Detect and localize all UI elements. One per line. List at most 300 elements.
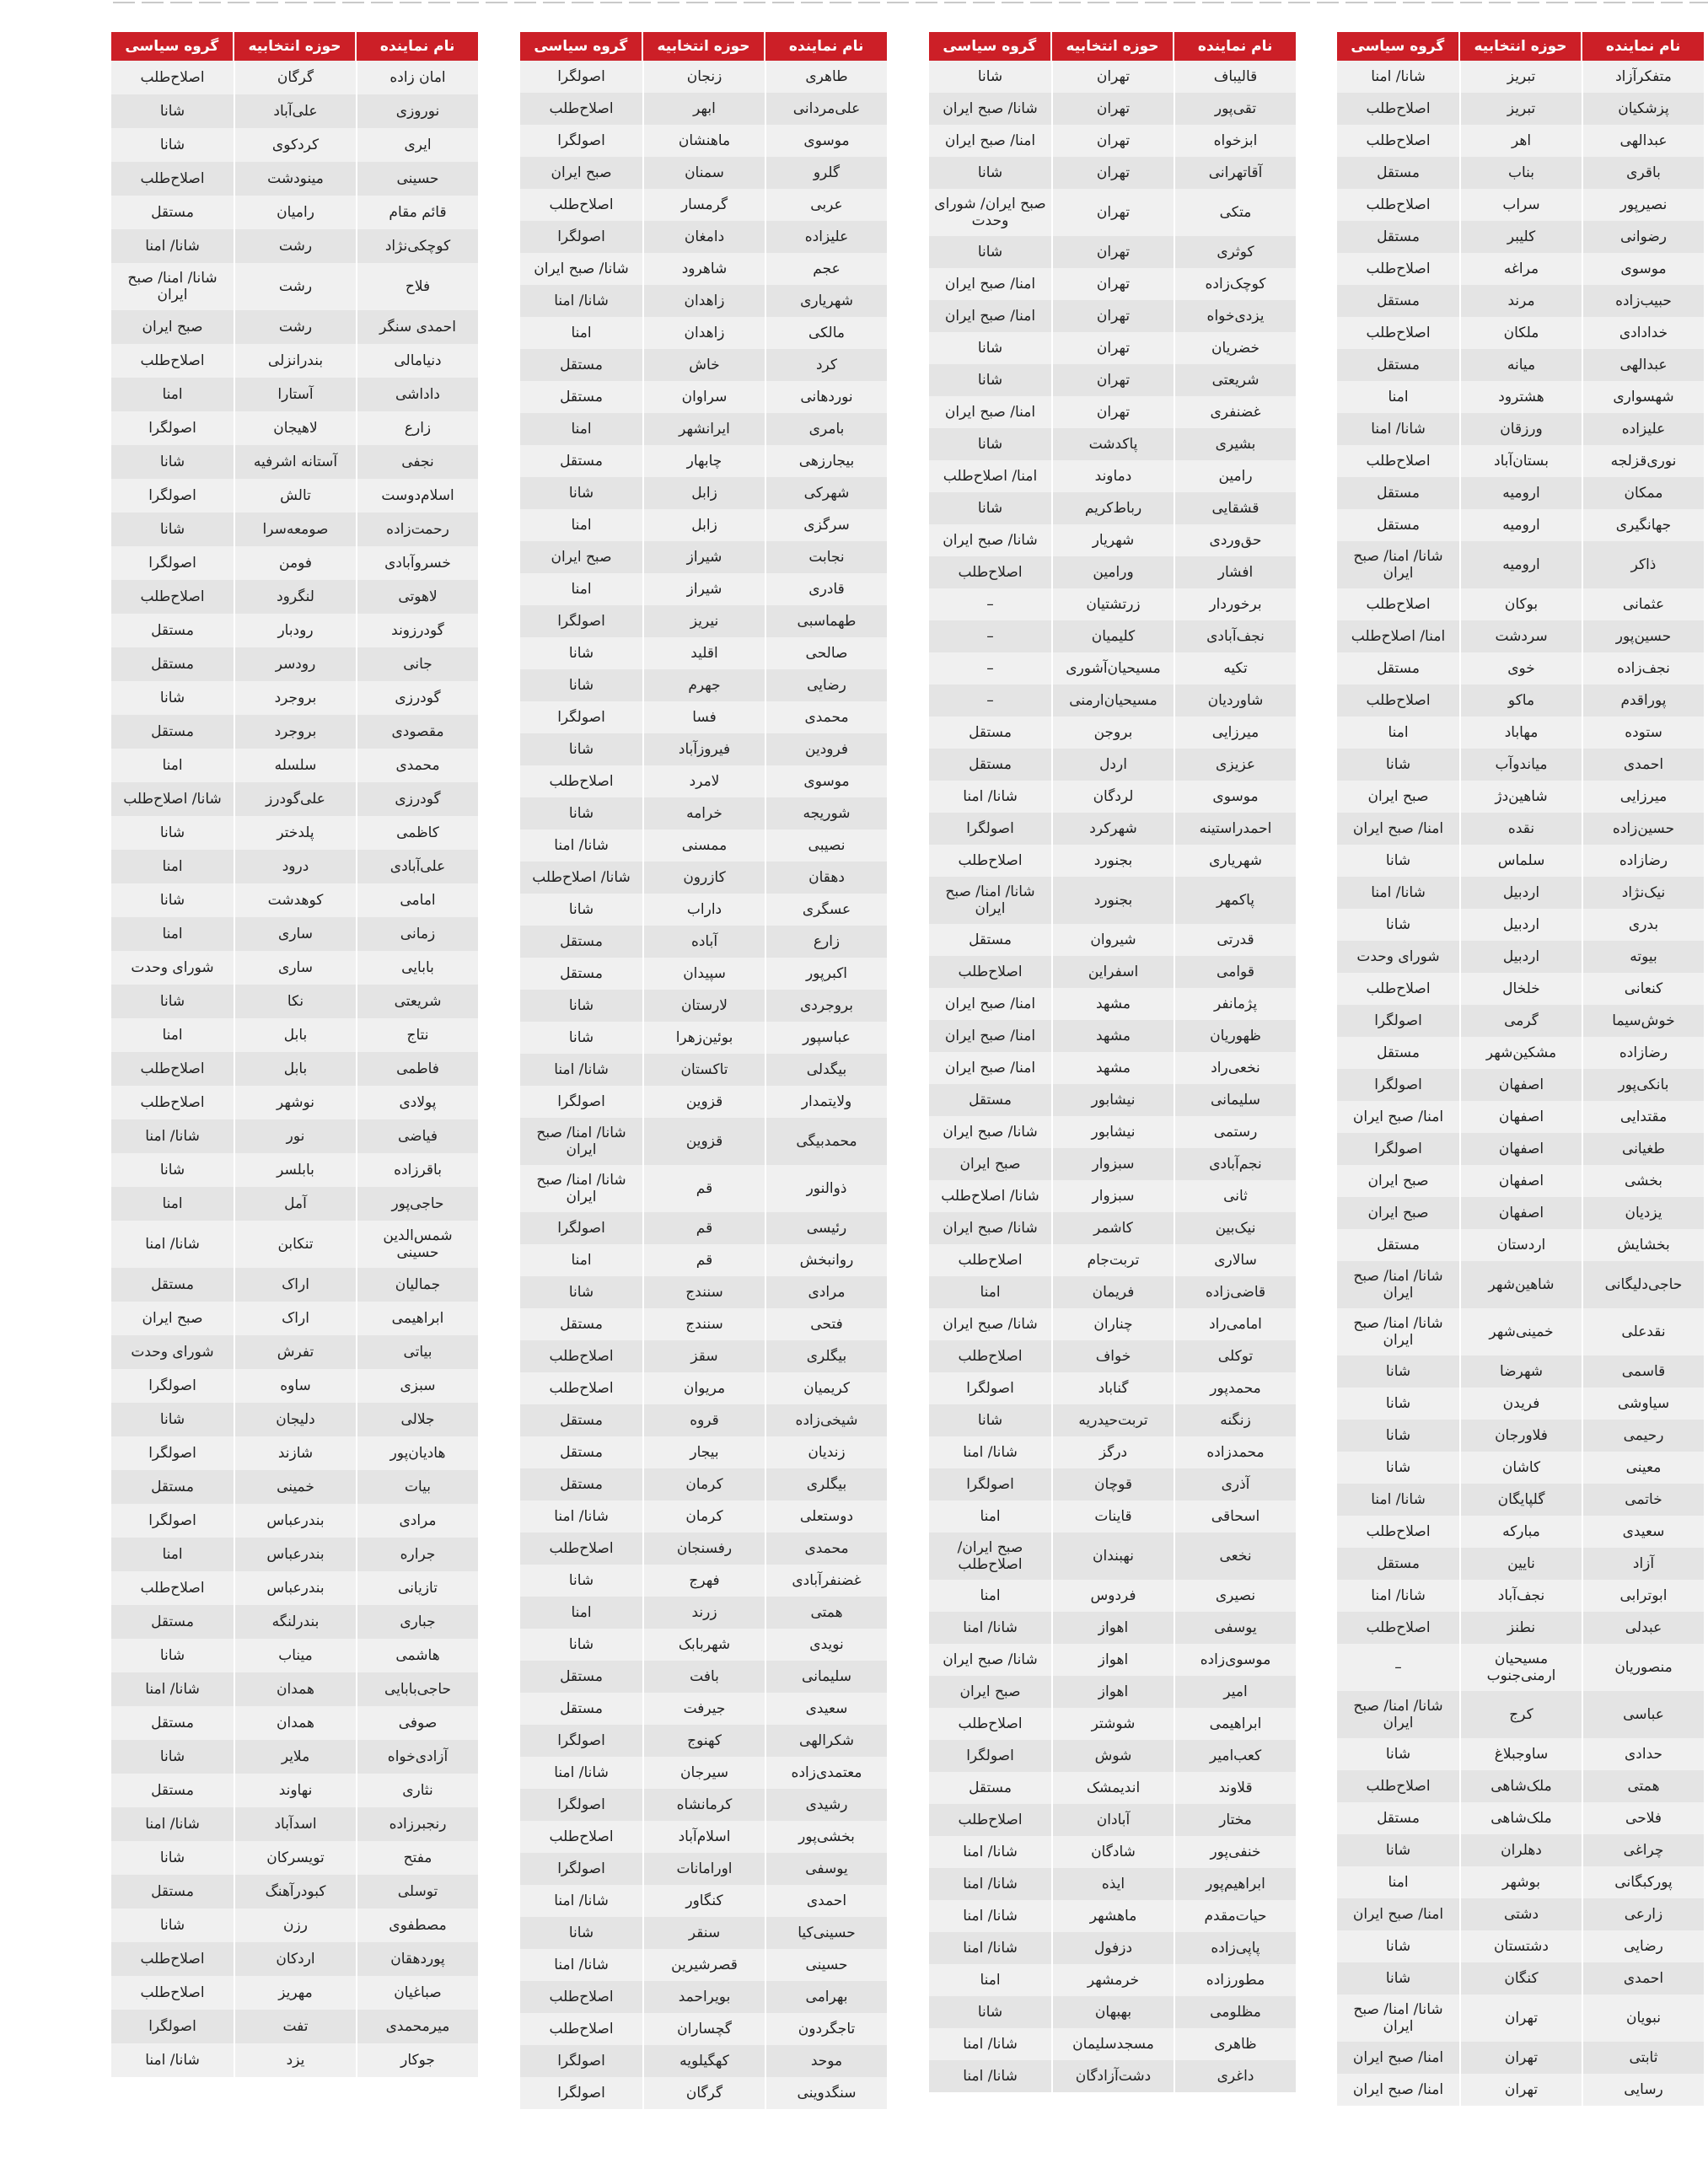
header-district: حوزه انتخابیه <box>642 32 765 61</box>
table-row <box>1337 1484 1704 1516</box>
header-group: گروه سیاسی <box>943 38 1037 55</box>
table-row <box>111 1187 478 1221</box>
representative-name: ابوترابی <box>1582 1580 1704 1612</box>
representative-name: عباسی <box>1582 1691 1704 1738</box>
representative-name: جراره <box>356 1538 478 1571</box>
table-row <box>520 1118 887 1165</box>
electoral-district: سپیدان <box>642 958 765 990</box>
political-group: شانا <box>1337 1738 1459 1770</box>
table-row <box>520 1661 887 1693</box>
electoral-district: فردوس <box>1051 1580 1174 1612</box>
electoral-district: قم <box>642 1244 765 1276</box>
table-row <box>111 94 478 128</box>
political-group: مستقل <box>1337 221 1459 253</box>
electoral-district: تنکابن <box>234 1221 356 1268</box>
electoral-district: میانه <box>1459 349 1582 381</box>
electoral-district: کرمان <box>642 1500 765 1533</box>
political-group: شانا <box>520 1565 642 1597</box>
political-group: اصلاح‌طلب <box>111 580 234 614</box>
representative-name: متکی <box>1174 189 1296 236</box>
representative-name: کوچکی‌نژاد <box>356 229 478 263</box>
representative-name: کاظمی <box>356 816 478 850</box>
political-group: اصلاح‌طلب <box>520 765 642 797</box>
representative-name: طاهری <box>765 61 887 93</box>
political-group: امنا <box>520 509 642 541</box>
electoral-district: نهاوند <box>234 1774 356 1807</box>
representative-name: رسایی <box>1582 2074 1704 2106</box>
political-group: مستقل <box>520 1404 642 1436</box>
representative-name: نجم‌آبادی <box>1174 1148 1296 1180</box>
representative-name: پاکمهر <box>1174 877 1296 924</box>
political-group: شانا/ امنا <box>111 1807 234 1841</box>
representative-name: احمدی <box>765 1885 887 1917</box>
table-row <box>520 1789 887 1821</box>
table-row <box>520 1340 887 1372</box>
table-row <box>520 669 887 701</box>
political-group: اصولگرا <box>520 701 642 733</box>
electoral-district: اقلید <box>642 637 765 669</box>
electoral-district: تهران <box>1051 396 1174 428</box>
representative-name: پورکبگانی <box>1582 1866 1704 1898</box>
electoral-district: اردکان <box>234 1942 356 1976</box>
representative-name: صوفی <box>356 1706 478 1740</box>
electoral-district: صومعه‌سرا <box>234 513 356 546</box>
electoral-district: زرند <box>642 1597 765 1629</box>
electoral-district: تهران <box>1051 364 1174 396</box>
electoral-district: بندرعباس <box>234 1571 356 1605</box>
political-group: صبح ایران <box>111 310 234 344</box>
representative-name: بیوته <box>1582 941 1704 973</box>
representative-name: مقصودی <box>356 715 478 749</box>
electoral-district: سبزوار <box>1051 1148 1174 1180</box>
electoral-district: اهواز <box>1051 1644 1174 1676</box>
political-group: شانا/ امنا <box>929 1836 1051 1868</box>
representative-name: جمالیان <box>356 1268 478 1302</box>
political-group: شانا <box>111 816 234 850</box>
electoral-district: کرمان <box>642 1468 765 1500</box>
political-group: شانا/ امنا/ صبح ایران <box>111 263 234 310</box>
political-group: شانا <box>111 681 234 715</box>
political-group: اصلاح‌طلب <box>520 189 642 221</box>
table-row <box>1337 781 1704 813</box>
electoral-district: خوی <box>1459 652 1582 684</box>
electoral-district: لنگرود <box>234 580 356 614</box>
representative-name: صالحی <box>765 637 887 669</box>
electoral-district: تاکستان <box>642 1054 765 1086</box>
representative-name: جوکار <box>356 2043 478 2077</box>
political-group: شانا <box>1337 1930 1459 1962</box>
political-group: شانا/ امنا <box>111 229 234 263</box>
political-group: اصلاح‌طلب <box>111 1086 234 1119</box>
representative-name: سلیمانی <box>1174 1084 1296 1116</box>
table-row <box>929 1500 1296 1533</box>
representative-name: موسوی <box>765 765 887 797</box>
political-group: اصولگرا <box>929 813 1051 845</box>
representative-name: سبزی <box>356 1369 478 1403</box>
political-group: شانا <box>111 94 234 128</box>
representative-name: منصوریان <box>1582 1644 1704 1691</box>
table-row <box>520 1086 887 1118</box>
representative-name: حسینی <box>356 162 478 196</box>
representative-name: نصیبی <box>765 829 887 862</box>
table-row <box>929 61 1296 93</box>
table-row <box>520 221 887 253</box>
table-row <box>520 1533 887 1565</box>
electoral-district: خمینی <box>234 1470 356 1504</box>
representative-name: محمدپور <box>1174 1372 1296 1404</box>
representative-name: جباری <box>356 1605 478 1639</box>
representative-name: شهرکی <box>765 477 887 509</box>
political-group: مستقل <box>520 958 642 990</box>
representative-name: رنجبرزاده <box>356 1807 478 1841</box>
political-group: اصلاح‌طلب <box>929 1804 1051 1836</box>
representative-name: نصیرپور <box>1582 189 1704 221</box>
table-row <box>929 332 1296 364</box>
representative-name: کرد <box>765 349 887 381</box>
political-group: شانا <box>1337 1420 1459 1452</box>
representative-name: موسوی <box>1582 253 1704 285</box>
electoral-district: دشتستان <box>1459 1930 1582 1962</box>
electoral-district: شیروان <box>1051 924 1174 956</box>
political-group: اصولگرا <box>929 1468 1051 1500</box>
representative-name: قشقایی <box>1174 492 1296 524</box>
table-row <box>520 1597 887 1629</box>
political-group: اصلاح‌طلب <box>1337 445 1459 477</box>
political-group: امنا <box>929 1500 1051 1533</box>
representative-name: رضایی <box>1582 1930 1704 1962</box>
table-row <box>111 229 478 263</box>
political-group: شانا <box>520 990 642 1022</box>
representative-name: رضایی <box>765 669 887 701</box>
electoral-district: بوکان <box>1459 588 1582 620</box>
table-row <box>111 1976 478 2010</box>
representative-name: زنگنه <box>1174 1404 1296 1436</box>
representative-name: خاتمی <box>1582 1484 1704 1516</box>
representative-name: خنفی‌پور <box>1174 1836 1296 1868</box>
table-row <box>929 1436 1296 1468</box>
representative-name: شریعتی <box>356 985 478 1018</box>
political-group: مستقل <box>1337 349 1459 381</box>
representative-name: لاهوتی <box>356 580 478 614</box>
table-row <box>1337 381 1704 413</box>
electoral-district: تهران <box>1459 2074 1582 2106</box>
table-row <box>929 1644 1296 1676</box>
table-row <box>111 61 478 94</box>
representative-name: حاجی‌بابایی <box>356 1672 478 1706</box>
representative-name: پاپی‌زاده <box>1174 1932 1296 1964</box>
table-row <box>520 1917 887 1949</box>
table-row <box>929 1052 1296 1084</box>
representative-name: شهریاری <box>1174 845 1296 877</box>
electoral-district: زنجان <box>642 61 765 93</box>
table-row <box>929 620 1296 652</box>
table-row <box>929 524 1296 556</box>
header-district: حوزه انتخابیه <box>1050 32 1174 61</box>
table-row <box>929 125 1296 157</box>
electoral-district: کلیمیان <box>1051 620 1174 652</box>
political-group: مستقل <box>111 196 234 229</box>
electoral-district: بستان‌آباد <box>1459 445 1582 477</box>
representative-name: ثابتی <box>1582 2042 1704 2074</box>
electoral-district: نجف‌آباد <box>1459 1580 1582 1612</box>
political-group: اصلاح‌طلب <box>520 1981 642 2013</box>
political-group: شانا/ امنا/ صبح ایران <box>929 877 1051 924</box>
electoral-district: تفرش <box>234 1335 356 1369</box>
political-group: شانا <box>929 61 1051 93</box>
political-group: اصولگرا <box>520 605 642 637</box>
electoral-district: ملک‌شاهی <box>1459 1770 1582 1802</box>
table-row <box>1337 1005 1704 1037</box>
political-group: مستقل <box>1337 1802 1459 1834</box>
political-group: امنا <box>111 378 234 411</box>
political-group: اصلاح‌طلب <box>111 1976 234 2010</box>
table-row <box>1337 2074 1704 2106</box>
representative-name: توکلی <box>1174 1340 1296 1372</box>
representative-name: محمدی <box>765 701 887 733</box>
political-group: مستقل <box>520 1436 642 1468</box>
representative-name: چراغی <box>1582 1834 1704 1866</box>
representative-name: ظاهری <box>1174 2028 1296 2060</box>
political-group: شانا/ صبح ایران <box>929 524 1051 556</box>
electoral-district: ماهنشان <box>642 125 765 157</box>
electoral-district: کازرون <box>642 862 765 894</box>
electoral-district: بندرعباس <box>234 1538 356 1571</box>
political-group: شانا/ امنا <box>1337 1580 1459 1612</box>
electoral-district: فریدن <box>1459 1388 1582 1420</box>
table-row <box>520 1022 887 1054</box>
electoral-district: تربت‌حیدریه <box>1051 1404 1174 1436</box>
representative-name: شکرالهی <box>765 1725 887 1757</box>
electoral-district: نقده <box>1459 813 1582 845</box>
representative-name: ممکان <box>1582 477 1704 509</box>
representative-name: قاضی‌زاده <box>1174 1276 1296 1308</box>
electoral-district: ورامین <box>1051 556 1174 588</box>
representative-name: خسروآبادی <box>356 546 478 580</box>
political-group: – <box>929 684 1051 717</box>
representative-name: طغیانی <box>1582 1133 1704 1165</box>
representative-name: نیک‌بین <box>1174 1212 1296 1244</box>
table-row <box>1337 1069 1704 1101</box>
electoral-district: شهرضا <box>1459 1355 1582 1388</box>
table-row <box>1337 1229 1704 1261</box>
electoral-district: کنگان <box>1459 1962 1582 1994</box>
political-group: اصلاح‌طلب <box>1337 93 1459 125</box>
table-row <box>111 1153 478 1187</box>
table-row <box>929 1084 1296 1116</box>
electoral-district: شاهین‌دژ <box>1459 781 1582 813</box>
table-row <box>929 364 1296 396</box>
electoral-district: نهبندان <box>1051 1533 1174 1580</box>
electoral-district: ساری <box>234 951 356 985</box>
political-group: امنا <box>111 749 234 782</box>
electoral-district: قوچان <box>1051 1468 1174 1500</box>
table-row <box>929 845 1296 877</box>
political-group: اصولگرا <box>1337 1005 1459 1037</box>
table-row <box>1337 1133 1704 1165</box>
electoral-district: فومن <box>234 546 356 580</box>
electoral-district: کنگاور <box>642 1885 765 1917</box>
electoral-district: گرمسار <box>642 189 765 221</box>
table-row <box>520 1165 887 1212</box>
representative-name: پولادی <box>356 1086 478 1119</box>
representative-name: بخشایش <box>1582 1229 1704 1261</box>
political-group: امنا <box>929 1580 1051 1612</box>
political-group: اصلاح‌طلب <box>1337 317 1459 349</box>
representative-name: صباغیان <box>356 1976 478 2010</box>
table-row <box>1337 1355 1704 1388</box>
table-row <box>1337 317 1704 349</box>
table-row <box>111 445 478 479</box>
representative-name: نقدعلی <box>1582 1308 1704 1355</box>
electoral-district: نوشهر <box>234 1086 356 1119</box>
political-group: امنا/ صبح ایران <box>929 125 1051 157</box>
electoral-district: مهاباد <box>1459 717 1582 749</box>
table-row <box>111 614 478 647</box>
political-group: امنا <box>111 1018 234 1052</box>
table-row <box>520 1821 887 1853</box>
representative-name: مختار <box>1174 1804 1296 1836</box>
representative-name: گودرزی <box>356 782 478 816</box>
table-row <box>1337 1834 1704 1866</box>
table-row <box>520 573 887 605</box>
electoral-district: ممسنی <box>642 829 765 862</box>
table-row <box>111 1639 478 1672</box>
political-group: شانا <box>520 477 642 509</box>
electoral-district: شاهین‌شهر <box>1459 1261 1582 1308</box>
electoral-district: شوشتر <box>1051 1708 1174 1740</box>
electoral-district: تبریز <box>1459 93 1582 125</box>
electoral-district: مریوان <box>642 1372 765 1404</box>
representative-name: رضازاده <box>1582 845 1704 877</box>
header-district: حوزه انتخابیه <box>1458 32 1582 61</box>
political-group: اصلاح‌طلب <box>520 93 642 125</box>
representative-name: زندیان <box>765 1436 887 1468</box>
representative-name: علیزاده <box>1582 413 1704 445</box>
electoral-district: قم <box>642 1165 765 1212</box>
representative-name: بیگلری <box>765 1468 887 1500</box>
table-row <box>1337 1388 1704 1420</box>
political-group: شانا <box>520 637 642 669</box>
table-row <box>1337 973 1704 1005</box>
representative-name: مصطفوی <box>356 1908 478 1942</box>
electoral-district: اردبیل <box>1459 909 1582 941</box>
electoral-district: ورزقان <box>1459 413 1582 445</box>
electoral-district: میناب <box>234 1639 356 1672</box>
electoral-district: دزفول <box>1051 1932 1174 1964</box>
political-group: صبح ایران/ شورای وحدت <box>929 189 1051 236</box>
table-row <box>1337 157 1704 189</box>
electoral-district: گرگان <box>642 2077 765 2109</box>
political-group: امنا <box>1337 1866 1459 1898</box>
political-group: شانا <box>111 513 234 546</box>
electoral-district: کهگیلویه <box>642 2045 765 2077</box>
table-row <box>929 1676 1296 1708</box>
representative-name: امیر <box>1174 1676 1296 1708</box>
representative-name: قوامی <box>1174 956 1296 988</box>
table-row <box>520 958 887 990</box>
political-group: اصولگرا <box>520 221 642 253</box>
electoral-district: کردکوی <box>234 128 356 162</box>
representative-name: رشیدی <box>765 1789 887 1821</box>
electoral-district: چابهار <box>642 445 765 477</box>
representative-name: رضازاده <box>1582 1037 1704 1069</box>
representative-name: خدادادی <box>1582 317 1704 349</box>
table-row <box>520 862 887 894</box>
table-row <box>1337 1898 1704 1930</box>
political-group: شانا <box>520 1022 642 1054</box>
table-row <box>111 546 478 580</box>
header-group: گروه سیاسی <box>1351 38 1445 55</box>
table-row <box>520 413 887 445</box>
table-row <box>111 1841 478 1875</box>
table-row <box>111 580 478 614</box>
political-group: اصلاح‌طلب <box>1337 189 1459 221</box>
electoral-district: خرامه <box>642 797 765 829</box>
table-row <box>1337 1308 1704 1355</box>
table-row <box>929 1148 1296 1180</box>
electoral-district: خاش <box>642 349 765 381</box>
electoral-district: دهلران <box>1459 1834 1582 1866</box>
electoral-district: دشت‌آزادگان <box>1051 2060 1174 2092</box>
political-group: شانا/ صبح ایران <box>520 253 642 285</box>
table-row <box>520 381 887 413</box>
electoral-district: ملکان <box>1459 317 1582 349</box>
representative-name: داداشی <box>356 378 478 411</box>
political-group: مستقل <box>1337 157 1459 189</box>
electoral-district: اورامانات <box>642 1853 765 1885</box>
representative-name: حاجی‌دلیگانی <box>1582 1261 1704 1308</box>
representative-name: محمدزاده <box>1174 1436 1296 1468</box>
table-row <box>1337 717 1704 749</box>
table-row <box>111 1470 478 1504</box>
political-group: امنا <box>111 917 234 951</box>
political-group: اصولگرا <box>111 2010 234 2043</box>
representative-name: گودرزوند <box>356 614 478 647</box>
electoral-district: تهران <box>1051 157 1174 189</box>
representative-name: متفکرآزاد <box>1582 61 1704 93</box>
table-row <box>520 637 887 669</box>
electoral-district: رودسر <box>234 647 356 681</box>
table-row <box>929 1533 1296 1580</box>
electoral-district: بهبهان <box>1051 1996 1174 2028</box>
table-row <box>929 1180 1296 1212</box>
representative-name: قائم مقام <box>356 196 478 229</box>
representative-name: دوستعلی <box>765 1500 887 1533</box>
electoral-district: قصرشیرین <box>642 1949 765 1981</box>
representative-name: مرادی <box>765 1276 887 1308</box>
table-row <box>111 951 478 985</box>
table-row <box>520 1725 887 1757</box>
electoral-district: داراب <box>642 894 765 926</box>
electoral-district: بندرعباس <box>234 1504 356 1538</box>
table-row <box>929 1468 1296 1500</box>
representative-name: دنیامالی <box>356 344 478 378</box>
electoral-district: ارومیه <box>1459 509 1582 541</box>
political-group: اصلاح‌طلب <box>111 1571 234 1605</box>
representative-name: سعیدی <box>765 1693 887 1725</box>
representative-name: هاشمی <box>356 1639 478 1672</box>
table-row <box>1337 1994 1704 2042</box>
table-row <box>1337 1197 1704 1229</box>
electoral-district: قزوین <box>642 1086 765 1118</box>
table-row <box>1337 1516 1704 1548</box>
electoral-district: شوش <box>1051 1740 1174 1772</box>
electoral-district: مسیحیان ارمنی‌جنوب <box>1459 1644 1582 1691</box>
political-group: امنا <box>929 1276 1051 1308</box>
electoral-district: کاشان <box>1459 1452 1582 1484</box>
representative-name: رامین <box>1174 460 1296 492</box>
table-row <box>929 300 1296 332</box>
